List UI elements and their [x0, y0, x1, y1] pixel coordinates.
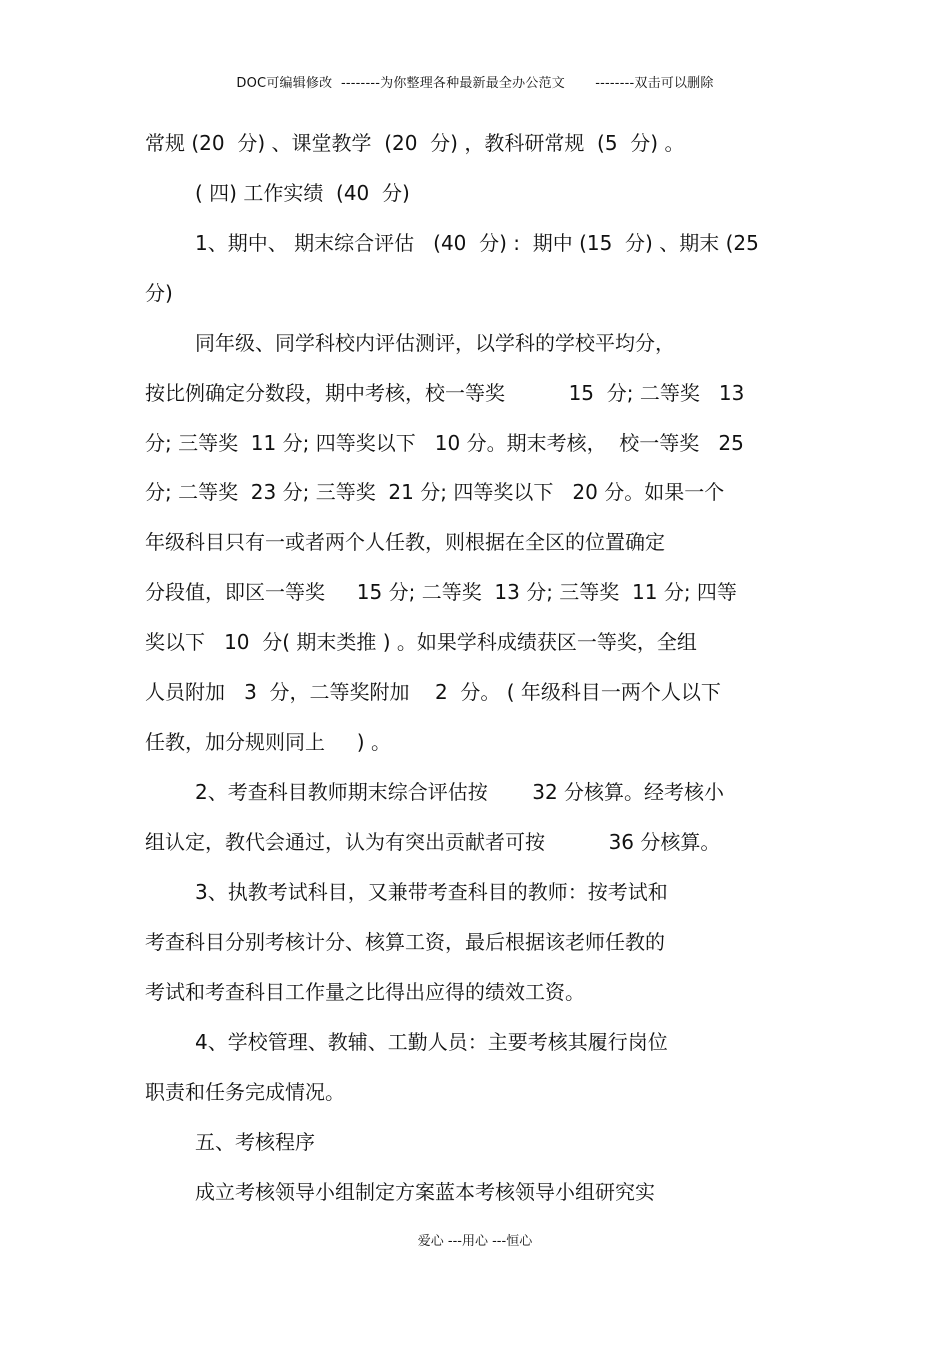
body-line-17: 考查科目分别考核计分、核算工资，最后根据该老师任教的: [145, 930, 665, 954]
body-line-6: 按比例确定分数段，期中考核，校一等奖 15 分; 二等奖 13: [145, 381, 745, 405]
body-line-13: 任教，加分规则同上 ) 。: [145, 730, 391, 754]
body-line-8: 分; 二等奖 23 分; 三等奖 21 分; 四等奖以下 20 分。如果一个: [145, 480, 725, 504]
body-line-14: 2、考查科目教师期末综合评估按 32 分核算。经考核小: [195, 780, 725, 804]
body-line-20: 职责和任务完成情况。: [145, 1080, 345, 1104]
page-footer: 爱心 ---用心 ---恒心: [417, 1234, 533, 1249]
body-line-18: 考试和考查科目工作量之比得出应得的绩效工资。: [145, 980, 585, 1004]
body-line-1: 常规 (20 分) 、课堂教学 (20 分) ，教科研常规 (5 分) 。: [145, 131, 685, 155]
body-line-11: 奖以下 10 分( 期末类推 ) 。如果学科成绩获区一等奖，全组: [145, 630, 697, 654]
body-line-4: 分): [145, 281, 173, 305]
body-line-15: 组认定，教代会通过，认为有突出贡献者可按 36 分核算。: [145, 830, 721, 854]
body-line-12: 人员附加 3 分，二等奖附加 2 分。 ( 年级科目一两个人以下: [145, 680, 721, 704]
body-line-3: 1、期中、 期末综合评估 (40 分) : 期中 (15 分) 、期末 (25: [195, 231, 759, 255]
body-line-22: 成立考核领导小组制定方案蓝本考核领导小组研究实: [195, 1180, 655, 1204]
body-line-7: 分; 三等奖 11 分; 四等奖以下 10 分。期末考核， 校一等奖 25: [145, 431, 744, 455]
body-line-5: 同年级、同学科校内评估测评，以学科的学校平均分，: [195, 331, 675, 355]
section-heading-assessment-procedure: 五、考核程序: [195, 1130, 315, 1154]
body-line-9: 年级科目只有一或者两个人任教，则根据在全区的位置确定: [145, 530, 665, 554]
body-line-19: 4、学校管理、教辅、工勤人员：主要考核其履行岗位: [195, 1030, 668, 1054]
body-line-10: 分段值，即区一等奖 15 分; 二等奖 13 分; 三等奖 11 分; 四等: [145, 580, 737, 604]
page-header: DOC可编辑修改 --------为你整理各种最新最全办公范文 --------双击可以删除: [236, 76, 714, 91]
body-line-16: 3、执教考试科目，又兼带考查科目的教师：按考试和: [195, 880, 668, 904]
section-heading-work-results: ( 四) 工作实绩 (40 分): [195, 181, 410, 205]
